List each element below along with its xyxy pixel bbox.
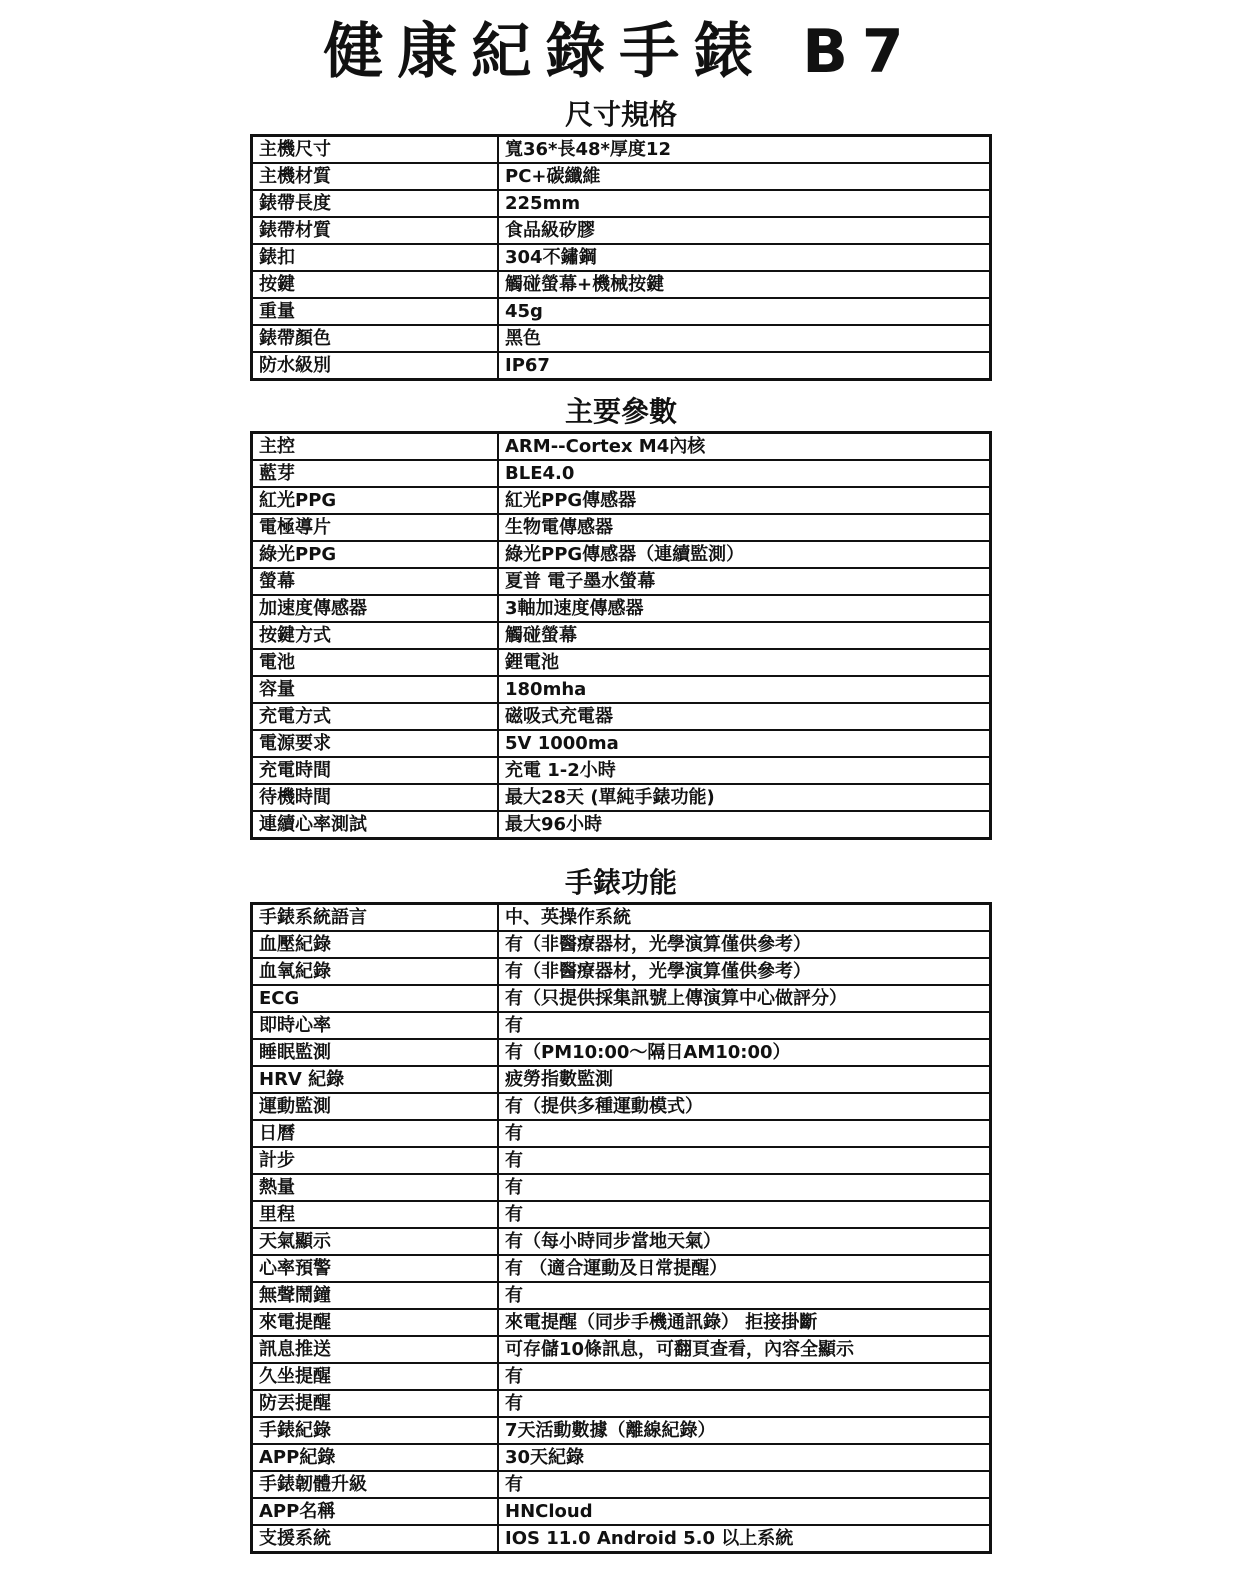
table-row — [252, 568, 991, 595]
spec-label: 主控 — [252, 433, 499, 461]
table-row — [252, 904, 991, 932]
spec-value: ARM--Cortex M4內核 — [498, 433, 991, 461]
table-row — [252, 1282, 991, 1309]
table-row — [252, 1471, 991, 1498]
table-row — [252, 298, 991, 325]
spec-value: 來電提醒（同步手機通訊錄） 拒接掛斷 — [498, 1309, 991, 1336]
spec-label: 血壓紀錄 — [252, 931, 499, 958]
spec-label: 錶帶長度 — [252, 190, 499, 217]
spec-value: 綠光PPG傳感器（連續監測） — [498, 541, 991, 568]
spec-value: 夏普 電子墨水螢幕 — [498, 568, 991, 595]
table-row — [252, 1012, 991, 1039]
spec-label: 睡眠監測 — [252, 1039, 499, 1066]
spec-label: 手錶系統語言 — [252, 904, 499, 932]
table-row — [252, 271, 991, 298]
spec-label: 血氧紀錄 — [252, 958, 499, 985]
spec-label: 電極導片 — [252, 514, 499, 541]
spec-value: 黑色 — [498, 325, 991, 352]
spec-label: 天氣顯示 — [252, 1228, 499, 1255]
spec-value: 有（提供多種運動模式） — [498, 1093, 991, 1120]
spec-value: 有（非醫療器材，光學演算僅供參考） — [498, 931, 991, 958]
spec-value: 疲勞指數監測 — [498, 1066, 991, 1093]
spec-value: IP67 — [498, 352, 991, 380]
spec-value: 有（PM10:00～隔日AM10:00） — [498, 1039, 991, 1066]
spec-label: 無聲鬧鐘 — [252, 1282, 499, 1309]
table-row — [252, 244, 991, 271]
spec-label: 按鍵 — [252, 271, 499, 298]
spec-value: 有 — [498, 1363, 991, 1390]
table-row — [252, 1525, 991, 1553]
spec-label: 支援系統 — [252, 1525, 499, 1553]
page-title: 健康紀錄手錶 B7 — [323, 17, 918, 87]
spec-value: 45g — [498, 298, 991, 325]
spec-value: 紅光PPG傳感器 — [498, 487, 991, 514]
spec-label: HRV 紀錄 — [252, 1066, 499, 1093]
table-row — [252, 1228, 991, 1255]
spec-value: 生物電傳感器 — [498, 514, 991, 541]
spec-label: 訊息推送 — [252, 1336, 499, 1363]
table-row — [252, 1309, 991, 1336]
spec-label: 連續心率測試 — [252, 811, 499, 839]
spec-label: 錶帶材質 — [252, 217, 499, 244]
table-row — [252, 703, 991, 730]
table-row — [252, 958, 991, 985]
spec-label: 即時心率 — [252, 1012, 499, 1039]
spec-label: 防丟提醒 — [252, 1390, 499, 1417]
spec-label: 手錶紀錄 — [252, 1417, 499, 1444]
spec-value: 有 — [498, 1390, 991, 1417]
table-row — [252, 460, 991, 487]
spec-value: 觸碰螢幕 — [498, 622, 991, 649]
spec-value: 食品級矽膠 — [498, 217, 991, 244]
spec-label: 容量 — [252, 676, 499, 703]
spec-label: 主機尺寸 — [252, 136, 499, 164]
spec-value: 7天活動數據（離線紀錄） — [498, 1417, 991, 1444]
table-row — [252, 190, 991, 217]
spec-value: 有 — [498, 1120, 991, 1147]
spec-label: ECG — [252, 985, 499, 1012]
spec-value: 充電 1-2小時 — [498, 757, 991, 784]
table-row — [252, 676, 991, 703]
spec-value: 寬36*長48*厚度12 — [498, 136, 991, 164]
table-row — [252, 1093, 991, 1120]
spec-label: 里程 — [252, 1201, 499, 1228]
table-row — [252, 136, 991, 164]
spec-value: BLE4.0 — [498, 460, 991, 487]
spec-value: 有（非醫療器材，光學演算僅供參考） — [498, 958, 991, 985]
spec-value: 磁吸式充電器 — [498, 703, 991, 730]
spec-value: HNCloud — [498, 1498, 991, 1525]
spec-value: 有 — [498, 1012, 991, 1039]
table-row — [252, 1417, 991, 1444]
spec-label: 防水級別 — [252, 352, 499, 380]
section-heading-watch-functions: 手錶功能 — [564, 866, 677, 899]
table-row — [252, 811, 991, 839]
spec-label: 主機材質 — [252, 163, 499, 190]
spec-value: 最大28天 (單純手錶功能) — [498, 784, 991, 811]
spec-label: 日曆 — [252, 1120, 499, 1147]
spec-label: 加速度傳感器 — [252, 595, 499, 622]
spec-value: 有 （適合運動及日常提醒） — [498, 1255, 991, 1282]
spec-value: 有 — [498, 1471, 991, 1498]
watch-functions-table — [250, 902, 992, 1554]
table-row — [252, 1444, 991, 1471]
section-heading-size-specs: 尺寸規格 — [564, 98, 677, 131]
spec-value: IOS 11.0 Android 5.0 以上系統 — [498, 1525, 991, 1553]
spec-value: PC+碳纖維 — [498, 163, 991, 190]
table-row — [252, 784, 991, 811]
table-row — [252, 622, 991, 649]
table-row — [252, 217, 991, 244]
table-row — [252, 1498, 991, 1525]
table-row — [252, 433, 991, 461]
spec-label: 來電提醒 — [252, 1309, 499, 1336]
table-row — [252, 1336, 991, 1363]
spec-label: 綠光PPG — [252, 541, 499, 568]
table-row — [252, 325, 991, 352]
spec-value: 5V 1000ma — [498, 730, 991, 757]
spec-value: 225mm — [498, 190, 991, 217]
table-row — [252, 1039, 991, 1066]
spec-label: 計步 — [252, 1147, 499, 1174]
spec-label: 電源要求 — [252, 730, 499, 757]
spec-label: 熱量 — [252, 1174, 499, 1201]
spec-label: 充電方式 — [252, 703, 499, 730]
table-row — [252, 1390, 991, 1417]
spec-label: 錶扣 — [252, 244, 499, 271]
spec-label: APP名稱 — [252, 1498, 499, 1525]
spec-label: 重量 — [252, 298, 499, 325]
spec-label: 充電時間 — [252, 757, 499, 784]
spec-value: 304不鏽鋼 — [498, 244, 991, 271]
spec-value: 可存儲10條訊息，可翻頁查看，內容全顯示 — [498, 1336, 991, 1363]
spec-label: 電池 — [252, 649, 499, 676]
table-row — [252, 595, 991, 622]
table-row — [252, 1201, 991, 1228]
spec-label: 錶帶顏色 — [252, 325, 499, 352]
table-row — [252, 352, 991, 380]
spec-value: 有（每小時同步當地天氣） — [498, 1228, 991, 1255]
spec-label: 按鍵方式 — [252, 622, 499, 649]
spec-value: 觸碰螢幕+機械按鍵 — [498, 271, 991, 298]
spec-label: 待機時間 — [252, 784, 499, 811]
spec-value: 有 — [498, 1147, 991, 1174]
spec-label: 心率預警 — [252, 1255, 499, 1282]
table-row — [252, 1147, 991, 1174]
main-params-table — [250, 431, 992, 840]
spec-value: 3軸加速度傳感器 — [498, 595, 991, 622]
spec-value: 有（只提供採集訊號上傳演算中心做評分） — [498, 985, 991, 1012]
spec-value: 有 — [498, 1201, 991, 1228]
table-row — [252, 931, 991, 958]
table-row — [252, 1363, 991, 1390]
table-row — [252, 730, 991, 757]
spec-value: 有 — [498, 1282, 991, 1309]
spec-value: 30天紀錄 — [498, 1444, 991, 1471]
spec-value: 鋰電池 — [498, 649, 991, 676]
spec-label: 久坐提醒 — [252, 1363, 499, 1390]
spec-label: 手錶韌體升級 — [252, 1471, 499, 1498]
table-row — [252, 1255, 991, 1282]
table-row — [252, 1066, 991, 1093]
table-row — [252, 541, 991, 568]
spec-value: 180mha — [498, 676, 991, 703]
spec-label: 藍芽 — [252, 460, 499, 487]
spec-label: 運動監測 — [252, 1093, 499, 1120]
table-row — [252, 985, 991, 1012]
section-heading-main-params: 主要參數 — [564, 395, 677, 428]
table-row — [252, 1120, 991, 1147]
size-specs-table — [250, 134, 992, 381]
spec-value: 有 — [498, 1174, 991, 1201]
table-row — [252, 163, 991, 190]
spec-label: APP紀錄 — [252, 1444, 499, 1471]
table-row — [252, 649, 991, 676]
spec-value: 最大96小時 — [498, 811, 991, 839]
spec-value: 中、英操作系統 — [498, 904, 991, 932]
spec-label: 螢幕 — [252, 568, 499, 595]
spec-label: 紅光PPG — [252, 487, 499, 514]
table-row — [252, 1174, 991, 1201]
table-row — [252, 487, 991, 514]
table-row — [252, 757, 991, 784]
table-row — [252, 514, 991, 541]
